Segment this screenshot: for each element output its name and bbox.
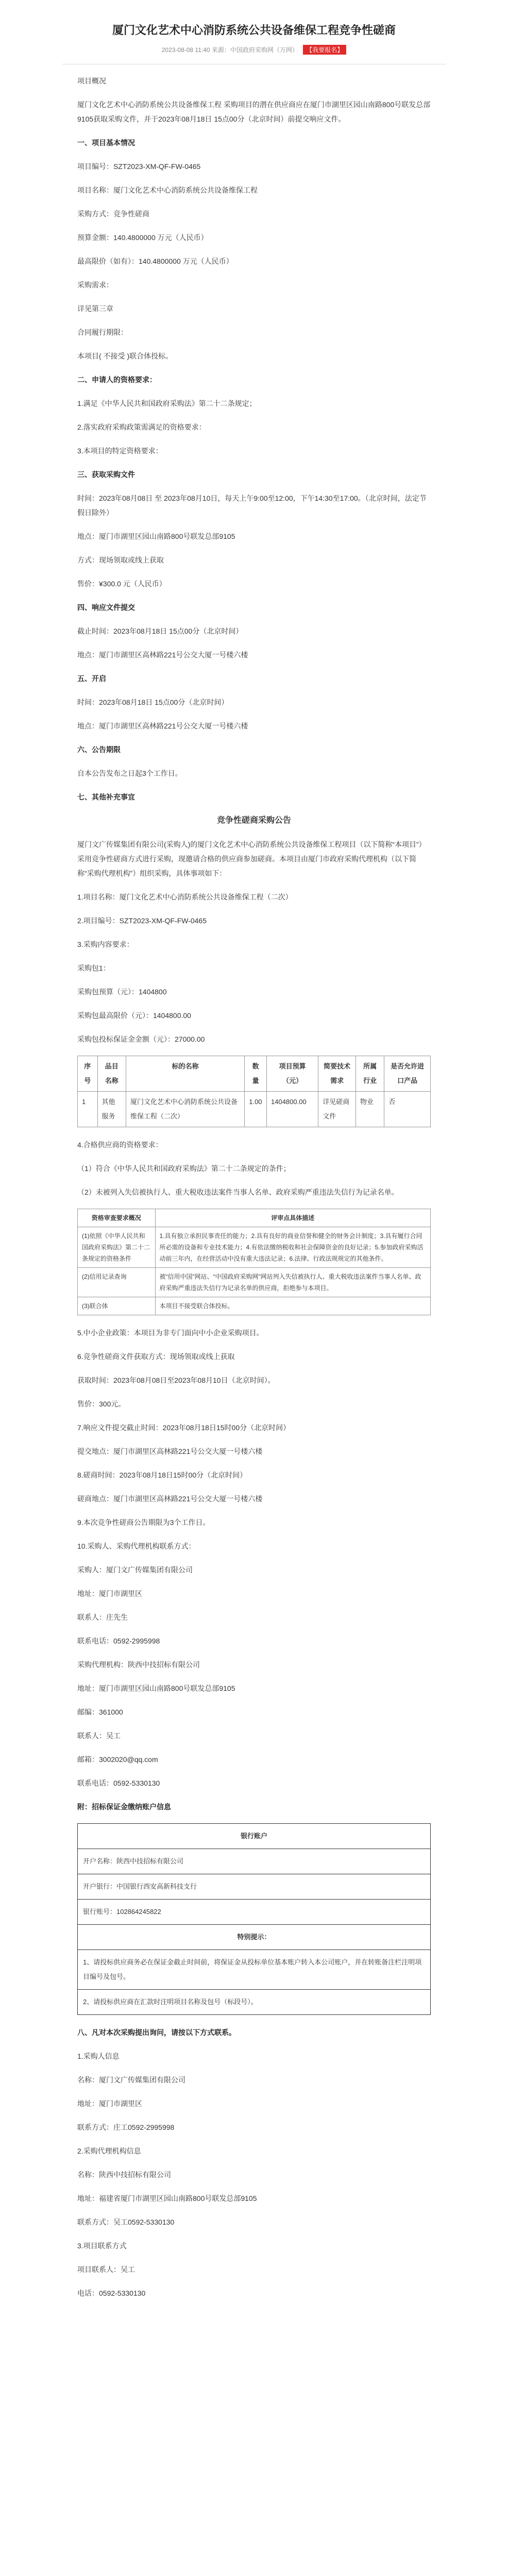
paragraph: 2.采购代理机构信息: [77, 2147, 141, 2155]
paragraph: 采购人：厦门文广传媒集团有限公司: [77, 1566, 193, 1574]
notice-period: 自本公告发布之日起3个工作日。: [77, 769, 182, 777]
paragraph: 5.中小企业政策：本项目为非专门面向中小企业采购项目。: [77, 1329, 264, 1337]
table-header: 是否允许进口产品: [384, 1056, 431, 1092]
contract-period: 合同履行期限：: [77, 328, 128, 336]
page-title: 厦门文化艺术中心消防系统公共设备维保工程竞争性磋商: [112, 24, 396, 37]
paragraph: 联系方式：庄工0592-2995998: [77, 2123, 175, 2131]
table-cell: 1: [78, 1092, 98, 1127]
table-cell: (2)信用记录查询: [78, 1268, 156, 1297]
intro-label: 项目概况: [77, 77, 106, 85]
table-cell: 本项目不接受联合体投标。: [155, 1297, 430, 1315]
section-title: 二、申请人的资格要求：: [77, 376, 157, 384]
section-title: 五、开启: [77, 674, 106, 683]
paragraph: 地址：厦门市湖里区园山南路800号联发总部9105: [77, 1684, 235, 1692]
table-cell: 其他服务: [97, 1092, 126, 1127]
paragraph: 地址：福建省厦门市湖里区园山南路800号联发总部9105: [77, 2194, 257, 2202]
table-cell: 厦门文化艺术中心消防系统公共设备维保工程（二次）: [126, 1092, 245, 1127]
table-cell: 1.具有独立承担民事责任的能力；2.具有良好的商业信誉和健全的财务会计制度；3.具有履行合同所必需的设备和专业技术能力；4.有依法缴纳税收和社会保障资金的良好记录；5.参加政府采购活动前三年内，在经营活动中没有重大违法记录；6.法律、行政法规规定的其他条件。: [155, 1227, 430, 1268]
section-title: 四、响应文件提交: [77, 603, 135, 612]
submit-deadline: 截止时间：2023年08月18日 15点00分（北京时间）: [77, 627, 243, 635]
table-header: 评审点具体描述: [155, 1209, 430, 1227]
section-title: 七、其他补充事宜: [77, 793, 135, 801]
qualification-item: 2.落实政府采购政策需满足的资格要求：: [77, 423, 206, 431]
table-cell: (3)联合体: [78, 1297, 156, 1315]
paragraph: 2.项目编号：SZT2023-XM-QF-FW-0465: [77, 917, 207, 925]
section-title: 一、项目基本情况: [77, 139, 135, 147]
table-row: [78, 1268, 431, 1297]
table-row: [78, 1092, 431, 1127]
table-header: 标的名称: [126, 1056, 245, 1092]
paragraph: 电话：0592-5330130: [77, 2289, 146, 2297]
paragraph: 售价：300元。: [77, 1400, 126, 1408]
table-cell: 被“信用中国”网站、“中国政府采购网”网站列入失信被执行人、重大税收违法案件当事人名单、政府采购严重违法失信行为记录名单的供应商，拒绝参与本项目。: [155, 1268, 430, 1297]
intro-text: 厦门文化艺术中心消防系统公共设备维保工程 采购项目的潜在供应商应在厦门市湖里区园山南路800号联发总部9105获取采购文件，并于2023年08月18日 15点00分（北京时间）前提交响应文件。: [77, 100, 431, 123]
paragraph: （1）符合《中华人民共和国政府采购法》第二十二条规定的条件；: [77, 1164, 291, 1173]
paragraph: 联系电话：0592-2995998: [77, 1637, 160, 1645]
obtain-way: 方式：现场领取或线上获取: [77, 556, 164, 564]
paragraph: 9.本次竞争性磋商公告期限为3个工作日。: [77, 1518, 210, 1527]
paragraph: 采购包最高限价（元）：1404800.00: [77, 1011, 191, 1020]
paragraph: 4.合格供应商的资格要求：: [77, 1141, 163, 1149]
header: [0, 0, 508, 55]
procurement-method: 采购方式：竞争性磋商: [77, 210, 149, 218]
paragraph: 名称：陕西中技招标有限公司: [77, 2171, 171, 2179]
sub-title: 竞争性磋商采购公告: [216, 816, 291, 825]
table-row: [78, 1297, 431, 1315]
qualification-item: 1.满足《中华人民共和国政府采购法》第二十二条规定；: [77, 399, 257, 408]
notice-head: 特别提示：: [78, 1925, 431, 1950]
paragraph: 采购代理机构：陕西中技招标有限公司: [77, 1660, 200, 1669]
table-header: 品目名称: [97, 1056, 126, 1092]
paragraph: 8.磋商时间：2023年08月18日15时00分（北京时间）: [77, 1471, 247, 1479]
paragraph: 1.采购人信息: [77, 2052, 120, 2060]
section-title: 三、获取采购文件: [77, 470, 135, 479]
paragraph: 联系人：庄先生: [77, 1613, 128, 1621]
paragraph: 3.项目联系方式: [77, 2242, 127, 2250]
table-header: 数量: [245, 1056, 267, 1092]
paragraph: 10.采购人、采购代理机构联系方式：: [77, 1542, 196, 1550]
paragraph: 厦门文广传媒集团有限公司(采购人)的厦门文化艺术中心消防系统公共设备维保工程项目（以下简称“本项目”）采用竞争性磋商方式进行采购，现邀请合格的供应商参加磋商。本项目由厦门市政府采购代理机构（以下简称“采购代理机构”）组织采购，具体事项如下：: [77, 840, 426, 877]
paragraph: 7.响应文件提交截止时间：2023年08月18日15时00分（北京时间）: [77, 1423, 291, 1432]
project-code: 项目编号：SZT2023-XM-QF-FW-0465: [77, 162, 201, 171]
project-name: 项目名称：厦门文化艺术中心消防系统公共设备维保工程: [77, 186, 258, 194]
bank-account: 银行账号：102864245822: [78, 1900, 431, 1925]
obtain-price: 售价：¥300.0 元（人民币）: [77, 580, 166, 588]
paragraph: 获取时间：2023年08月08日至2023年08月10日（北京时间）。: [77, 1376, 275, 1384]
package-table: [77, 1056, 431, 1127]
table-row: [78, 1227, 431, 1268]
paragraph: 提交地点：厦门市湖里区高林路221号公交大厦一号楼六楼: [77, 1447, 263, 1455]
demand-label: 采购需求：: [77, 281, 113, 289]
consortium-note: 本项目( 不接受 )联合体投标。: [77, 352, 173, 360]
bank-head: 银行账户: [78, 1824, 431, 1849]
table-cell: 物业: [355, 1092, 384, 1127]
paragraph: 6.竞争性磋商文件获取方式：现场领取或线上获取: [77, 1352, 235, 1361]
table-header: 简要技术需求: [318, 1056, 356, 1092]
article-body: [0, 64, 508, 2300]
table-cell: 否: [384, 1092, 431, 1127]
table-cell: 详见磋商文件: [318, 1092, 356, 1127]
bank-holder: 开户名称：陕西中技招标有限公司: [78, 1849, 431, 1874]
table-cell: 1404800.00: [267, 1092, 318, 1127]
budget: 预算金额：140.4800000 万元（人民币）: [77, 233, 208, 242]
section-title: 八、凡对本次采购提出询问，请按以下方式联系。: [77, 2028, 236, 2037]
max-price: 最高限价（如有）：140.4800000 万元（人民币）: [77, 257, 233, 265]
paragraph: 采购包1：: [77, 964, 110, 972]
submit-place: 地点：厦门市湖里区高林路221号公交大厦一号楼六楼: [77, 651, 248, 659]
notice-2: 2、请投标供应商在汇款时注明项目名称及包号（标段号）。: [78, 1990, 431, 2015]
paragraph: 1.项目名称：厦门文化艺术中心消防系统公共设备维保工程（二次）: [77, 893, 293, 901]
obtain-place: 地点：厦门市湖里区园山南路800号联发总部9105: [77, 532, 235, 540]
paragraph: 地址：厦门市湖里区: [77, 1589, 142, 1598]
paragraph: 磋商地点：厦门市湖里区高林路221号公交大厦一号楼六楼: [77, 1495, 263, 1503]
obtain-time: 时间：2023年08月08日 至 2023年08月10日，每天上午9:00至12:00，下午14:30至17:00。（北京时间，法定节假日除外）: [77, 494, 427, 517]
notice-1: 1、请投标供应商务必在保证金截止时间前，将保证金从投标单位基本账户转入本公司账户，并在转账备注栏注明项目编号及包号。: [78, 1950, 431, 1990]
table-header: 所属行业: [355, 1056, 384, 1092]
paragraph: 项目联系人：吴工: [77, 2265, 135, 2274]
section-title: 六、公告期限: [77, 745, 121, 754]
open-time: 时间：2023年08月18日 15点00分（北京时间）: [77, 698, 229, 706]
bank-name: 开户银行：中国银行西安高新科技支行: [78, 1874, 431, 1900]
open-place: 地点：厦门市湖里区高林路221号公交大厦一号楼六楼: [77, 722, 248, 730]
paragraph: 采购包投标保证金金额（元）：27000.00: [77, 1035, 205, 1043]
paragraph: 联系人：吴工: [77, 1732, 121, 1740]
table-cell: (1)依照《中华人民共和国政府采购法》第二十二条规定的资格条件: [78, 1227, 156, 1268]
paragraph: （2）未被列入失信被执行人、重大税收违法案件当事人名单、政府采购严重违法失信行为记录名单。: [77, 1188, 399, 1196]
qualification-item: 3.本项目的特定资格要求：: [77, 447, 163, 455]
paragraph: 邮箱：3002020@qq.com: [77, 1755, 158, 1764]
meta-text: 2023-08-08 11:40 来源：中国政府采购网（万网）: [161, 46, 298, 54]
bank-title: 附：招标保证金缴纳账户信息: [77, 1803, 171, 1811]
table-header: 资格审查要求概况: [78, 1209, 156, 1227]
paragraph: 邮编：361000: [77, 1708, 123, 1716]
demand-text: 详见第三章: [77, 304, 113, 313]
meta-line: [0, 45, 508, 55]
paragraph: 名称：厦门文广传媒集团有限公司: [77, 2076, 185, 2084]
signup-button[interactable]: 【我要报名】: [303, 45, 346, 55]
paragraph: 3.采购内容要求：: [77, 940, 134, 948]
qualification-table: [77, 1209, 431, 1315]
paragraph: 采购包预算（元）：1404800: [77, 988, 167, 996]
table-header: 项目预算（元）: [267, 1056, 318, 1092]
bank-table: [77, 1823, 431, 2015]
table-cell: 1.00: [245, 1092, 267, 1127]
table-header: 序号: [78, 1056, 98, 1092]
paragraph: 地址：厦门市湖里区: [77, 2099, 142, 2108]
paragraph: 联系电话：0592-5330130: [77, 1779, 160, 1787]
paragraph: 联系方式：吴工0592-5330130: [77, 2218, 175, 2226]
